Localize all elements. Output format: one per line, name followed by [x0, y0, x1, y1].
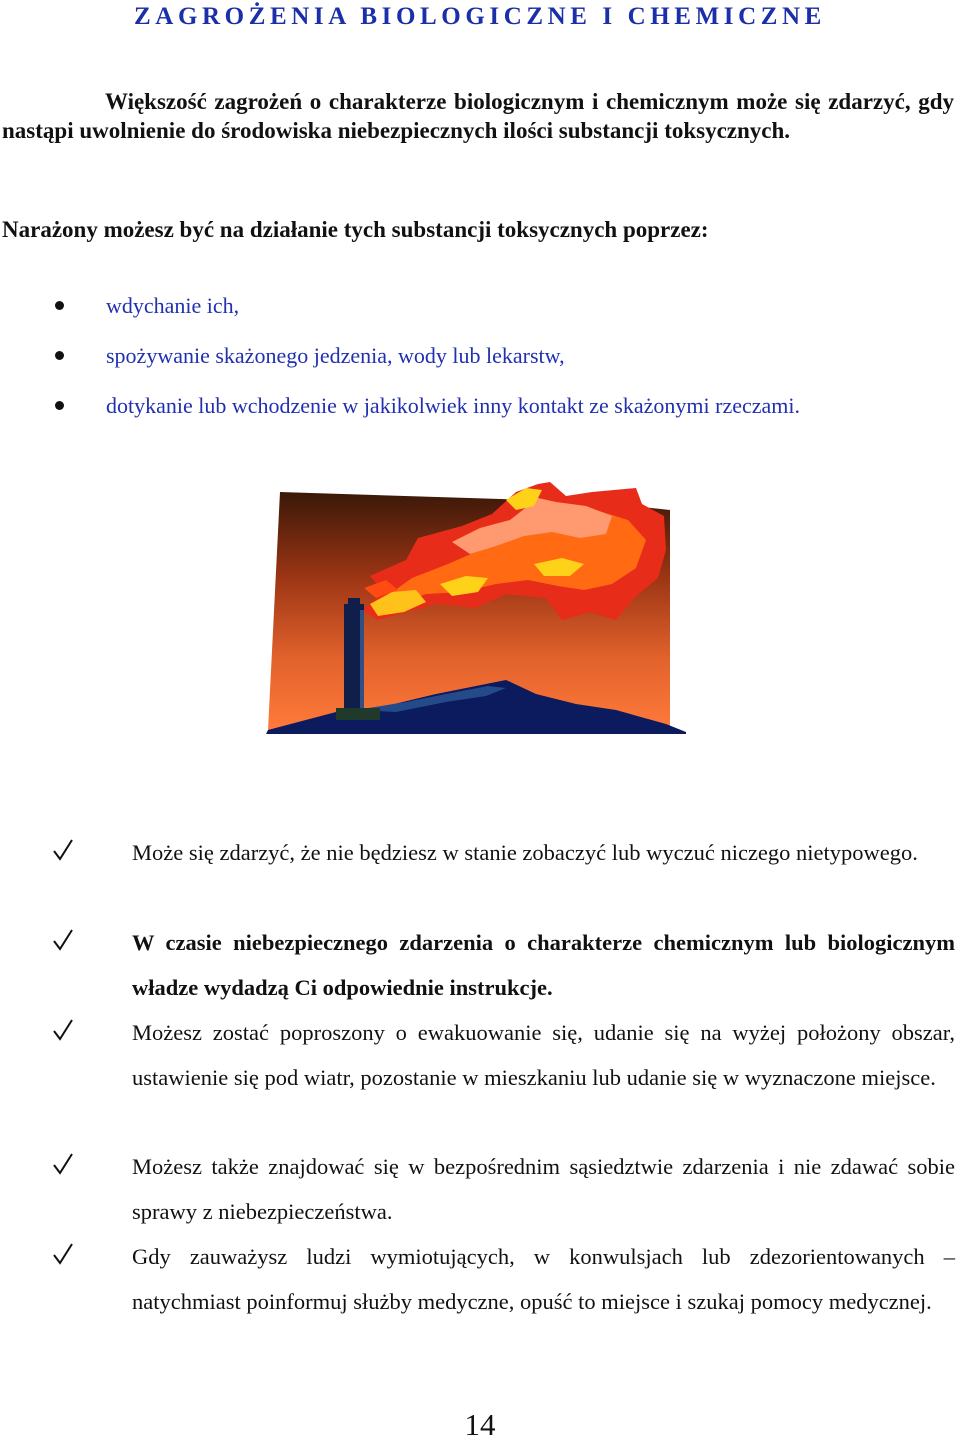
- intro-paragraph: Większość zagrożeń o charakterze biologicznym i chemicznym może się zdarzyć, gdy nastąpi uwolnienie do środowiska niebezpiecznych ilości substancji toksycznych.: [2, 89, 954, 143]
- checkmark-icon: [53, 928, 73, 952]
- list-item-text: spożywanie skażonego jedzenia, wody lub lekarstw,: [106, 343, 565, 368]
- page-number: 14: [464, 1407, 496, 1442]
- checklist-item-text: Gdy zauważysz ludzi wymiotujących, w konwulsjach lub zdezorientowanych – natychmiast poinformuj służby medyczne, opuść to miejsce i szukaj pomocy medycznej.: [132, 1244, 955, 1314]
- bullet-icon: [55, 301, 64, 310]
- list-item: [0, 340, 960, 390]
- checklist-item-text: Możesz także znajdować się w bezpośrednim sąsiedztwie zdarzenia i nie zdawać sobie sprawy z niebezpieczeństwa.: [132, 1154, 955, 1224]
- checkmark-icon: [53, 1018, 73, 1042]
- checkmark-icon: [53, 1242, 73, 1266]
- checkmark-icon: [53, 838, 73, 862]
- list-item: [0, 290, 960, 340]
- list-item-text: dotykanie lub wchodzenie w jakikolwiek inny kontakt ze skażonymi rzeczami.: [106, 393, 800, 418]
- checklist-item-text: W czasie niebezpiecznego zdarzenia o charakterze chemicznym lub biologicznym władze wydadzą Ci odpowiednie instrukcje.: [132, 930, 955, 1000]
- bullet-icon: [55, 351, 64, 360]
- bullet-icon: [55, 401, 64, 410]
- exposure-heading: Narażony możesz być na działanie tych substancji toksycznych poprzez:: [2, 217, 709, 242]
- checkmark-icon: [53, 1152, 73, 1176]
- checklist-item-text: Może się zdarzyć, że nie będziesz w stanie zobaczyć lub wyczuć niczego nietypowego.: [132, 840, 918, 865]
- list-item-text: wdychanie ich,: [106, 293, 240, 318]
- smokestack-pollution-illustration: [266, 480, 688, 734]
- page-title: ZAGROŻENIA BIOLOGICZNE I CHEMICZNE: [134, 3, 826, 30]
- checklist-item-text: Możesz zostać poproszony o ewakuowanie się, udanie się na wyżej położony obszar, ustawienie się pod wiatr, pozostanie w mieszkaniu lub udanie się w wyznaczone miejsce.: [132, 1020, 955, 1090]
- exposure-list: [0, 290, 960, 440]
- list-item: [0, 390, 960, 440]
